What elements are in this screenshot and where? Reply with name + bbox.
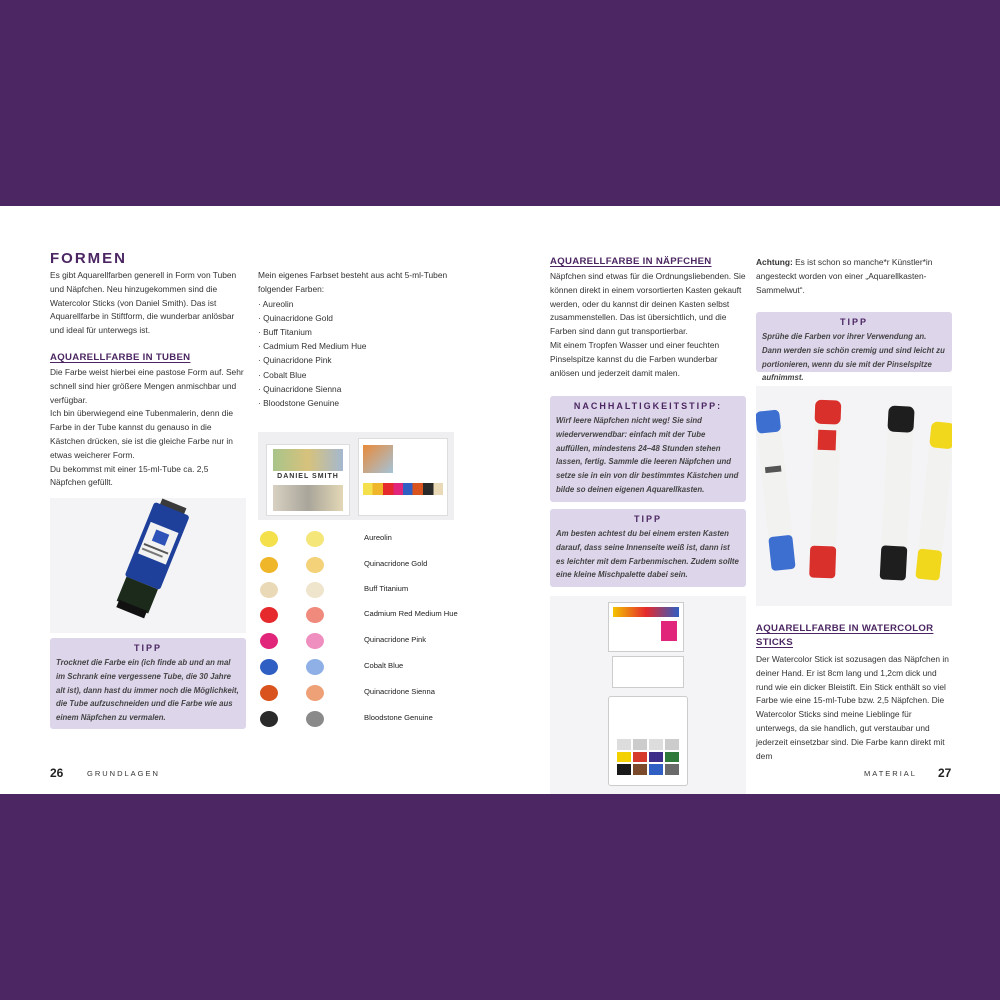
swatch-label: Cadmium Red Medium Hue: [364, 609, 458, 618]
tipp-title: TIPP: [133, 643, 162, 653]
box-brand-label: DANIEL SMITH: [277, 473, 339, 480]
paintset-box-front: [266, 444, 350, 516]
swatch-light: [306, 607, 324, 623]
tuben-paragraph-1: Die Farbe weist hierbei eine pastose Form auf. Sehr schnell sind hier größere Mengen anmischbar und verfügbar.: [50, 366, 244, 405]
nachhaltigkeit-title: NACHHALTIGKEITSTIPP:: [573, 401, 723, 411]
swatch-light: [306, 711, 324, 727]
tipp-text: Trocknet die Farbe ein (ich finde ab und an mal im Schrank eine vergessene Tube, die 30 Jahre alt ist), dann hast du immer noch die Möglichkeit, die Tube aufzuschneiden und die Farbe wie aus einem Näpfchen zu vermalen.: [56, 658, 239, 723]
swatch-row: [258, 708, 458, 730]
swatch-dark: [260, 685, 278, 701]
achtung-paragraph: [756, 256, 952, 297]
tuben-paragraph-2: Ich bin überwiegend eine Tubenmalerin, denn die Farbe in der Tube kannst du genauso in die Kästchen drücken, sie ist die gleiche Farbe nur in etwas weicherer Form.: [50, 408, 233, 460]
tuben-heading: AQUARELLFARBE IN TUBEN: [50, 351, 191, 363]
swatch-label: Quinacridone Gold: [364, 559, 428, 568]
swatch-dark: [260, 557, 278, 573]
swatch-dark: [260, 633, 278, 649]
tipp-text: Sprühe die Farben vor ihrer Verwendung an. Dann werden sie schön cremig und sind leicht zu portionieren, wenn du sie mit der Pinselspitze aufnimmst.: [762, 332, 945, 383]
swatch-label: Aureolin: [364, 533, 392, 542]
sticks-paragraph: Der Watercolor Stick ist sozusagen das Näpfchen in deiner Hand. Er ist 8cm lang und 1,2cm dick und rund wie ein dicker Bleistift. Ein Stick enthält so viel Farbe wie eine 15-ml-Tube bzw. 2,5 Näpfchen. Die Watercolor Sticks sind meine Lieblinge für unterwegs, da sie handlich, gut verstaubar und jederzeit einsetzbar sind. Die Farbe kann direkt mit dem: [756, 654, 949, 761]
intro-paragraph: Es gibt Aquarellfarben generell in Form von Tuben und Näpfchen. Neu hinzugekommen sind die Watercolor Sticks (von Daniel Smith). Das ist Aquarellfarbe in Stiftform, die wunderbar anlösbar und ideal für unterwegs ist.: [50, 270, 237, 336]
sticks-heading: AQUARELLFARBE IN WATERCOLOR STICKS: [756, 623, 934, 648]
tipp-text: Am besten achtest du bei einem ersten Kasten darauf, dass seine Innenseite weiß ist, dann ist es leichter mit dem Farbenmischen. Zudem sollte eine kleine Mischpalette dabei sein.: [556, 529, 739, 580]
tipp-box-spray: [756, 312, 952, 383]
achtung-text: Es ist schon so manche*r Künstler*in angesteckt worden von einer „Aquarellkasten-Sammelwut“.: [756, 257, 933, 295]
swatch-label: Bloodstone Genuine: [364, 713, 433, 722]
swatch-light: [306, 582, 324, 598]
nachhaltigkeit-box: [550, 396, 746, 502]
farbset-item: · Quinacridone Sienna: [258, 382, 454, 396]
swatch-dark: [260, 711, 278, 727]
swatch-row: [258, 528, 458, 550]
swatch-light: [306, 685, 324, 701]
farbset-item: · Cadmium Red Medium Hue: [258, 339, 454, 353]
napf-column: [550, 256, 746, 380]
swatch-dark: [260, 659, 278, 675]
pans-photo: [550, 596, 746, 794]
sticks-column: [756, 622, 952, 763]
tube-photo: [50, 498, 246, 633]
farbset-intro: Mein eigenes Farbset besteht aus acht 5-ml-Tuben folgender Farben:: [258, 270, 448, 294]
napf-paragraph-1: Näpfchen sind etwas für die Ordnungsliebenden. Sie können direkt in einem vorsortierten Kasten gekauft werden, oder du kannst dir deinen Kasten selbst zusammenstellen. Das ist übersichtlich, und die Farben sind dann gut transportierbar.: [550, 271, 746, 337]
swatch-light: [306, 531, 324, 547]
swatch-label: Cobalt Blue: [364, 661, 404, 670]
running-head-left: GRUNDLAGEN: [87, 769, 160, 778]
farbset-item: · Aureolin: [258, 297, 454, 311]
book-spread: [0, 206, 1000, 794]
swatch-label: Quinacridone Pink: [364, 635, 427, 644]
swatch-row: [258, 656, 458, 678]
pans-card: [612, 656, 684, 688]
swatch-dark: [260, 607, 278, 623]
tipp-box: [50, 638, 246, 729]
swatch-dark: [260, 582, 278, 598]
nachhaltigkeit-text: Wirf leere Näpfchen nicht weg! Sie sind wiederverwendbar: einfach mit der Tube auffüllen, mindestens 24–48 Stunden stehen lassen, fertig. Sammle die leeren Näpfchen und setze sie in ein von dir bestimmtes Kästchen und bilde so deinen eigenen Aquarellkasten.: [556, 416, 739, 494]
tipp-title: TIPP: [839, 317, 868, 327]
swatch-row: [258, 604, 458, 626]
pans-box-lid: [608, 602, 684, 652]
swatch-dark: [260, 531, 278, 547]
left-page: [0, 206, 500, 794]
watercolor-sticks-illustration: [756, 386, 952, 606]
swatch-row: [258, 579, 458, 601]
page-number-left: 26: [50, 766, 64, 780]
farbset-item: · Bloodstone Genuine: [258, 396, 454, 410]
swatch-row: [258, 630, 458, 652]
achtung-label: Achtung:: [756, 257, 793, 267]
running-head-right: MATERIAL: [864, 769, 917, 778]
paintset-box-back: [358, 438, 448, 516]
right-page: [500, 206, 1000, 794]
paint-tube-illustration: [50, 498, 246, 633]
farbset-item: · Quinacridone Pink: [258, 353, 454, 367]
tipp-box-kasten: [550, 509, 746, 587]
swatch-row: [258, 682, 458, 704]
farbset-item: · Buff Titanium: [258, 325, 454, 339]
swatch-light: [306, 633, 324, 649]
swatch-label: Buff Titanium: [364, 584, 409, 593]
page-number-right: 27: [938, 766, 952, 780]
swatch-label: Quinacridone Sienna: [364, 687, 435, 696]
farbset-item: · Quinacridone Gold: [258, 311, 454, 325]
swatch-light: [306, 557, 324, 573]
swatch-row: [258, 554, 458, 576]
tuben-paragraph-3: Du bekommst mit einer 15-ml-Tube ca. 2,5 Näpfchen gefüllt.: [50, 463, 209, 488]
left-column: [50, 269, 246, 490]
farbset-list: [258, 297, 454, 411]
section-heading-formen: FORMEN: [50, 250, 127, 267]
pans-palette: [608, 696, 688, 786]
napf-paragraph-2: Mit einem Tropfen Wasser und einer feuchten Pinselspitze kannst du die Farben wunderbar anlösen und jederzeit damit malen.: [550, 339, 720, 378]
napf-heading: AQUARELLFARBE IN NÄPFCHEN: [550, 256, 712, 267]
paintset-photo: [258, 432, 454, 520]
tipp-title: TIPP: [633, 514, 662, 524]
farbset-item: · Cobalt Blue: [258, 368, 454, 382]
swatch-light: [306, 659, 324, 675]
sticks-photo: [756, 386, 952, 606]
farbset-column: [258, 269, 454, 410]
